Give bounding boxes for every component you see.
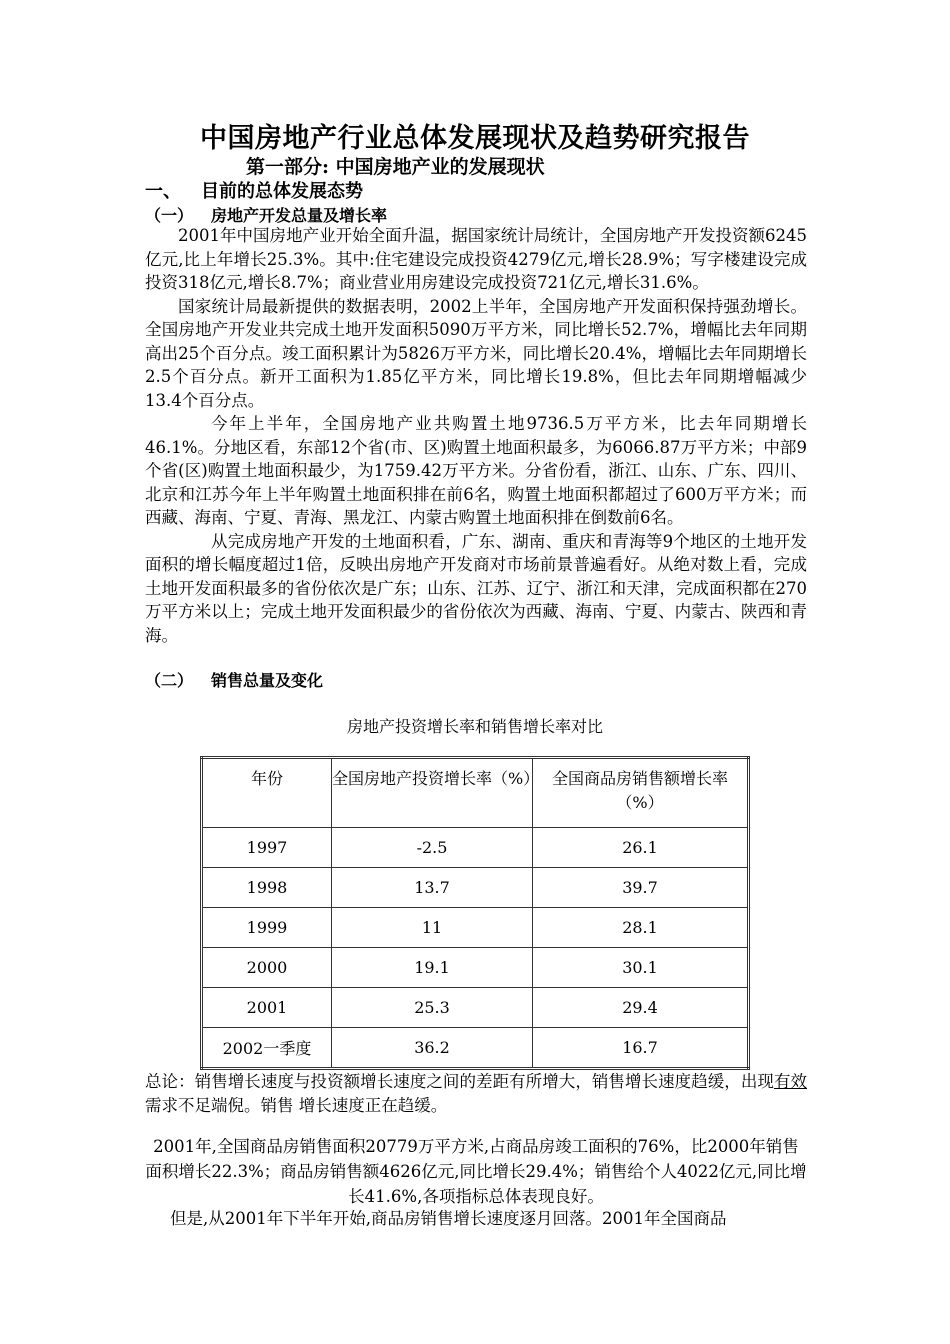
table-cell: 26.1: [533, 828, 749, 868]
table-row: [202, 828, 749, 868]
table-cell: 2000: [202, 948, 332, 988]
table-row: [202, 868, 749, 908]
trailing-line: 但是,从2001年下半年开始,商品房销售增长速度逐月回落。2001年全国商品: [170, 1209, 727, 1228]
conclusion-paragraph: [145, 1070, 807, 1117]
table-cell: 29.4: [533, 988, 749, 1028]
table-cell: 1997: [202, 828, 332, 868]
column-header: 年份: [202, 758, 332, 828]
table-cell: 1999: [202, 908, 332, 948]
table-cell: 19.1: [332, 948, 533, 988]
section-heading-1: [145, 177, 363, 203]
part-subtitle: 第一部分: 中国房地产业的发展现状: [246, 156, 545, 178]
table-cell: 30.1: [533, 948, 749, 988]
subsection-heading-2: [145, 668, 323, 691]
subsection-label: 销售总量及变化: [211, 671, 324, 690]
sales-paragraph: 2001年,全国商品房销售面积20779万平方米,占商品房竣工面积的76%，比2000年销售面积增长22.3%；商品房销售额4626亿元,同比增长29.4%；销售给个人4022亿元,同比增长41.6%,各项指标总体表现良好。: [145, 1137, 807, 1206]
subsection-number: （一）: [145, 206, 194, 225]
underlined-word: 有效: [773, 1072, 808, 1091]
subsection-number: （二）: [145, 671, 194, 690]
table-cell: 13.7: [332, 868, 533, 908]
paragraph: 从完成房地产开发的土地面积看，广东、湖南、重庆和青海等9个地区的土地开发面积的增长幅度超过1倍，反映出房地产开发商对市场前景普遍看好。从绝对数上看，完成土地开发面积最多的省份依次是广东；山东、江苏、辽宁、浙江和天津，完成面积都在270万平方米以上；完成土地开发面积最少的省份依次为西藏、海南、宁夏、内蒙古、陕西和青海。: [145, 531, 807, 645]
body-text: [145, 224, 807, 647]
table-row: [202, 988, 749, 1028]
document-title: 中国房地产行业总体发展现状及趋势研究报告: [200, 123, 750, 154]
table-cell: 1998: [202, 868, 332, 908]
section-label: 目前的总体发展态势: [201, 181, 363, 202]
paragraph: 今年上半年，全国房地产业共购置土地9736.5万平方米，比去年同期增长46.1%。分地区看，东部12个省(市、区)购置土地面积最多，为6066.87万平方米；中部9个省(区)购置土地面积最少，为1759.42万平方米。分省份看，浙江、山东、广东、四川、北京和江苏今年上半年购置土地面积排在前6名，购置土地面积都超过了600万平方米；而西藏、海南、宁夏、青海、黑龙江、内蒙古购置土地面积排在倒数前6名。: [145, 414, 807, 527]
table-cell: 28.1: [533, 908, 749, 948]
growth-rate-table: [200, 756, 750, 1070]
section-number: 一、: [145, 181, 181, 202]
table-caption: 房地产投资增长率和销售增长率对比: [346, 717, 603, 736]
subsection-heading-1: [145, 203, 387, 226]
column-header: 全国商品房销售额增长率（%）: [533, 758, 749, 828]
table-row: [202, 908, 749, 948]
conclusion-text-end: 需求不足端倪。销售 增长速度正在趋缓。: [145, 1095, 448, 1115]
table-cell: -2.5: [332, 828, 533, 868]
table-cell: 25.3: [332, 988, 533, 1028]
column-header: 全国房地产投资增长率（%）: [332, 758, 533, 828]
paragraph: 国家统计局最新提供的数据表明，2002上半年，全国房地产开发面积保持强劲增长。全国房地产开发业共完成土地开发面积5090万平方米，同比增长52.7%，增幅比去年同期高出25个百分点。竣工面积累计为5826万平方米，同比增长20.4%，增幅比去年同期增长2.5个百分点。新开工面积为1.85亿平方米，同比增长19.8%，但比去年同期增幅减少13.4个百分点。: [145, 296, 807, 410]
table-cell: 36.2: [332, 1028, 533, 1069]
conclusion-text: 总论：销售增长速度与投资额增长速度之间的差距有所增大，销售增长速度趋缓，出现: [145, 1072, 774, 1091]
table-cell: 2002一季度: [202, 1028, 332, 1069]
table-cell: 2001: [202, 988, 332, 1028]
table-cell: 11: [332, 908, 533, 948]
subsection-label: 房地产开发总量及增长率: [211, 206, 388, 225]
table-cell: 39.7: [533, 868, 749, 908]
paragraph: 2001年中国房地产业开始全面升温，据国家统计局统计，全国房地产开发投资额6245亿元,比上年增长25.3%。其中:住宅建设完成投资4279亿元,增长28.9%；写字楼建设完成投资318亿元,增长8.7%；商业营业用房建设完成投资721亿元,增长31.6%。: [145, 226, 807, 292]
table-row: [202, 1028, 749, 1069]
table-row: [202, 948, 749, 988]
table-header-row: [202, 758, 749, 828]
table-cell: 16.7: [533, 1028, 749, 1069]
